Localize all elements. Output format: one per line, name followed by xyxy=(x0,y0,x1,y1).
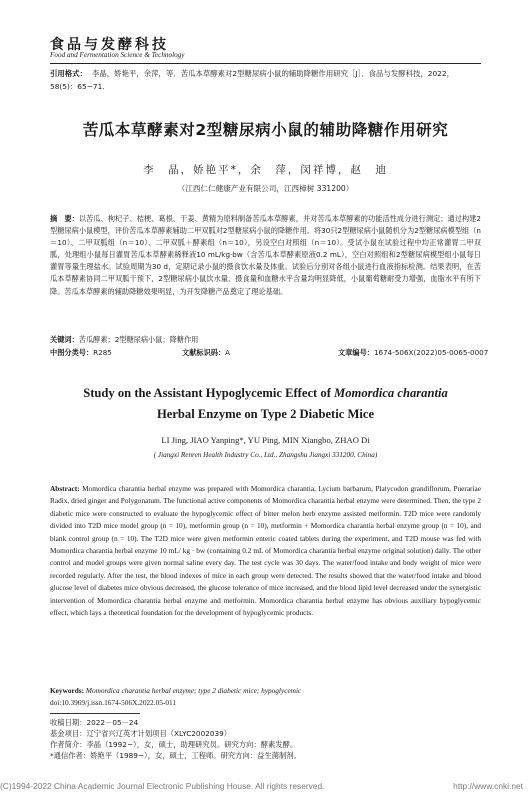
footnote-divider xyxy=(50,713,140,714)
footer-copyright: (C)1994-2022 China Academic Journal Electronic Publishing House. All rights reserved. xyxy=(0,781,325,791)
citation-text: 李晶，娇艳平，余萍，等．苦瓜本草酵素对2型糖尿病小鼠的辅助降糖作用研究［J］．食品与发酵科技，2022， xyxy=(92,69,454,78)
abstract-zh xyxy=(50,213,481,298)
affiliation-zh: （江西仁仁健康产业有限公司，江西樟树 331200） xyxy=(177,184,354,193)
abstract-en-text: Momordica charantia herbal enzyme was prepared with Momordica charantia, Lycium barbarum, Platycodon grandiflorum, Puerariae Radix, dried ginger and Polygonatum. The functional active components of Momordica charantia herbal enzyme were determined. Then, the type 2 diabetic mice were constructed to evaluate the hypoglycemic effect of bitter melon herb enzyme assisted metformin. T2D mice were randomly divided into T2D mice model group (n = 10), metformin group (n = 10), metformin + Momordica charantia herbal enzyme group (n = 10), and blank control group (n = 10). The T2D mice were given metformin enteric coated tablets during the experiment, and T2D mouse was fed with Momordica charantia herbal enzyme 10 mL/ kg · bw (containing 0.2 mL of Momordica charantia herbal enzyme original solution) daily. The other control and model groups were given normal saline every day. The test cycle was 30 days. The water/food intake and body weight of mice were recorded regularly. After the test, the blood indexes of mice in each group were detected. The results showed that the water/food intake and blood glucose level of diabetes mice obvious decreased, the glucose tolerance of mice increased, and the blood lipid level decreased under the synergistic intervention of Momordica charantia herbal enzyme and metformin. Momordica charantia herbal enzyme has obvious auxiliary hypoglycemic effect, which lays a theoretical foundation for the development of hypoglycemic products. xyxy=(50,484,481,618)
header-divider xyxy=(50,63,481,64)
title-en-part2: Herbal Enzyme on Type 2 Diabetic Mice xyxy=(156,407,375,421)
article-title-en xyxy=(50,383,481,425)
keywords-zh-text: 苦瓜酵素；2型糖尿病小鼠；降糖作用 xyxy=(78,335,199,344)
footnote-author: 作者简介：李晶（1992−），女，硕士，助理研究员。研究方向：酵素发酵。 xyxy=(50,740,298,749)
journal-title: 食品与发酵科技 xyxy=(50,37,169,53)
keywords-en xyxy=(50,685,481,697)
footnote-received: 收稿日期：2022－05－24 xyxy=(50,718,139,727)
doi: doi:10.3969/j.issn.1674-506X.2022.05-011 xyxy=(50,698,177,707)
keywords-zh-label: 关键词： xyxy=(50,335,79,344)
citation-label: 引用格式： xyxy=(50,69,87,78)
keywords-en-text: Momordica charantia herbal enzyme; type 2 diabetic mice; hypoglycemic xyxy=(85,686,302,695)
title-en-italic: Momordica charantia xyxy=(334,386,448,400)
footer-url[interactable]: http://www.cnki.net xyxy=(453,781,523,791)
doc-code-label: 文献标识码： xyxy=(182,348,226,357)
affiliation-en: ( Jiangxi Renren Health Industry Co., Ltd., Zhangshu Jiangxi 331200, China) xyxy=(153,451,378,459)
footnote-corresponding: *通信作者：娇艳平（1989−），女，硕士，工程师。研究方向：益生菌制剂。 xyxy=(50,751,301,760)
abstract-zh-label: 摘 要： xyxy=(50,214,79,223)
doc-code-value: A xyxy=(225,348,231,357)
title-en-part1: Study on the Assistant Hypoglycemic Effect of xyxy=(83,386,335,400)
abstract-en-label: Abstract: xyxy=(50,484,80,493)
footnote-fund: 基金项目：辽宁省兴辽英才计划项目（XLYC2002039） xyxy=(50,729,232,738)
authors-zh: 李 晶，娇艳平*，余 萍，闵祥博，赵 迪 xyxy=(143,164,388,176)
abstract-zh-text: 以苦瓜、枸杞子、桔梗、葛根、干姜、黄精为原料制备苦瓜本草酵素，并对苦瓜本草酵素的功能活性成分进行测定；通过构建2型糖尿病小鼠模型，评价苦瓜本草酵素辅助二甲双胍对2型糖尿病小鼠的降糖作用。将30只2型糖尿病小鼠随机分为2型糖尿病模型组（n＝10）、二甲双胍组（n＝10）、二甲双胍＋酵素组（n＝10），另设空白对照组（n＝10）。受试小鼠在试验过程中均正常灌胃二甲双胍，处理组小鼠每日灌胃苦瓜本草酵素稀释液10 mL/kg·bw（含苦瓜本草酵素原液0.2 mL），空白对照组和2型糖尿病模型组小鼠每日灌胃等量生理盐水。试验周期为30 d，定期记录小鼠的摄食饮水量及体重。试验后分别对各组小鼠进行血液指标检测。结果表明，在苦瓜本草酵素协同二甲双胍干预下，2型糖尿病小鼠饮水量、摄食量和血糖水平含量均明显降低，小鼠葡萄糖耐受力增强，血脂水平有所下降。苦瓜本草酵素的辅助降糖效果明显，为开发降糖产品奠定了理论基础。 xyxy=(50,214,481,296)
clc-label: 中图分类号： xyxy=(50,348,94,357)
article-title-zh: 苦瓜本草酵素对2型糖尿病小鼠的辅助降糖作用研究 xyxy=(82,121,449,139)
keywords-en-label: Keywords: xyxy=(50,686,85,695)
citation-text-cont: 58(5)：65−71. xyxy=(50,82,105,91)
journal-subtitle: Food and Fermentation Science & Technology xyxy=(50,51,185,59)
article-no-value: 1674-506X(2022)05-0065-0007 xyxy=(373,348,489,357)
authors-en: LI Jing, JIAO Yanping*, YU Ping, MIN Xiangbo, ZHAO Di xyxy=(161,435,370,445)
abstract-en xyxy=(50,483,481,619)
keywords-zh xyxy=(50,334,481,346)
clc-value: R285 xyxy=(93,348,112,357)
article-no-label: 文章编号： xyxy=(338,348,374,357)
